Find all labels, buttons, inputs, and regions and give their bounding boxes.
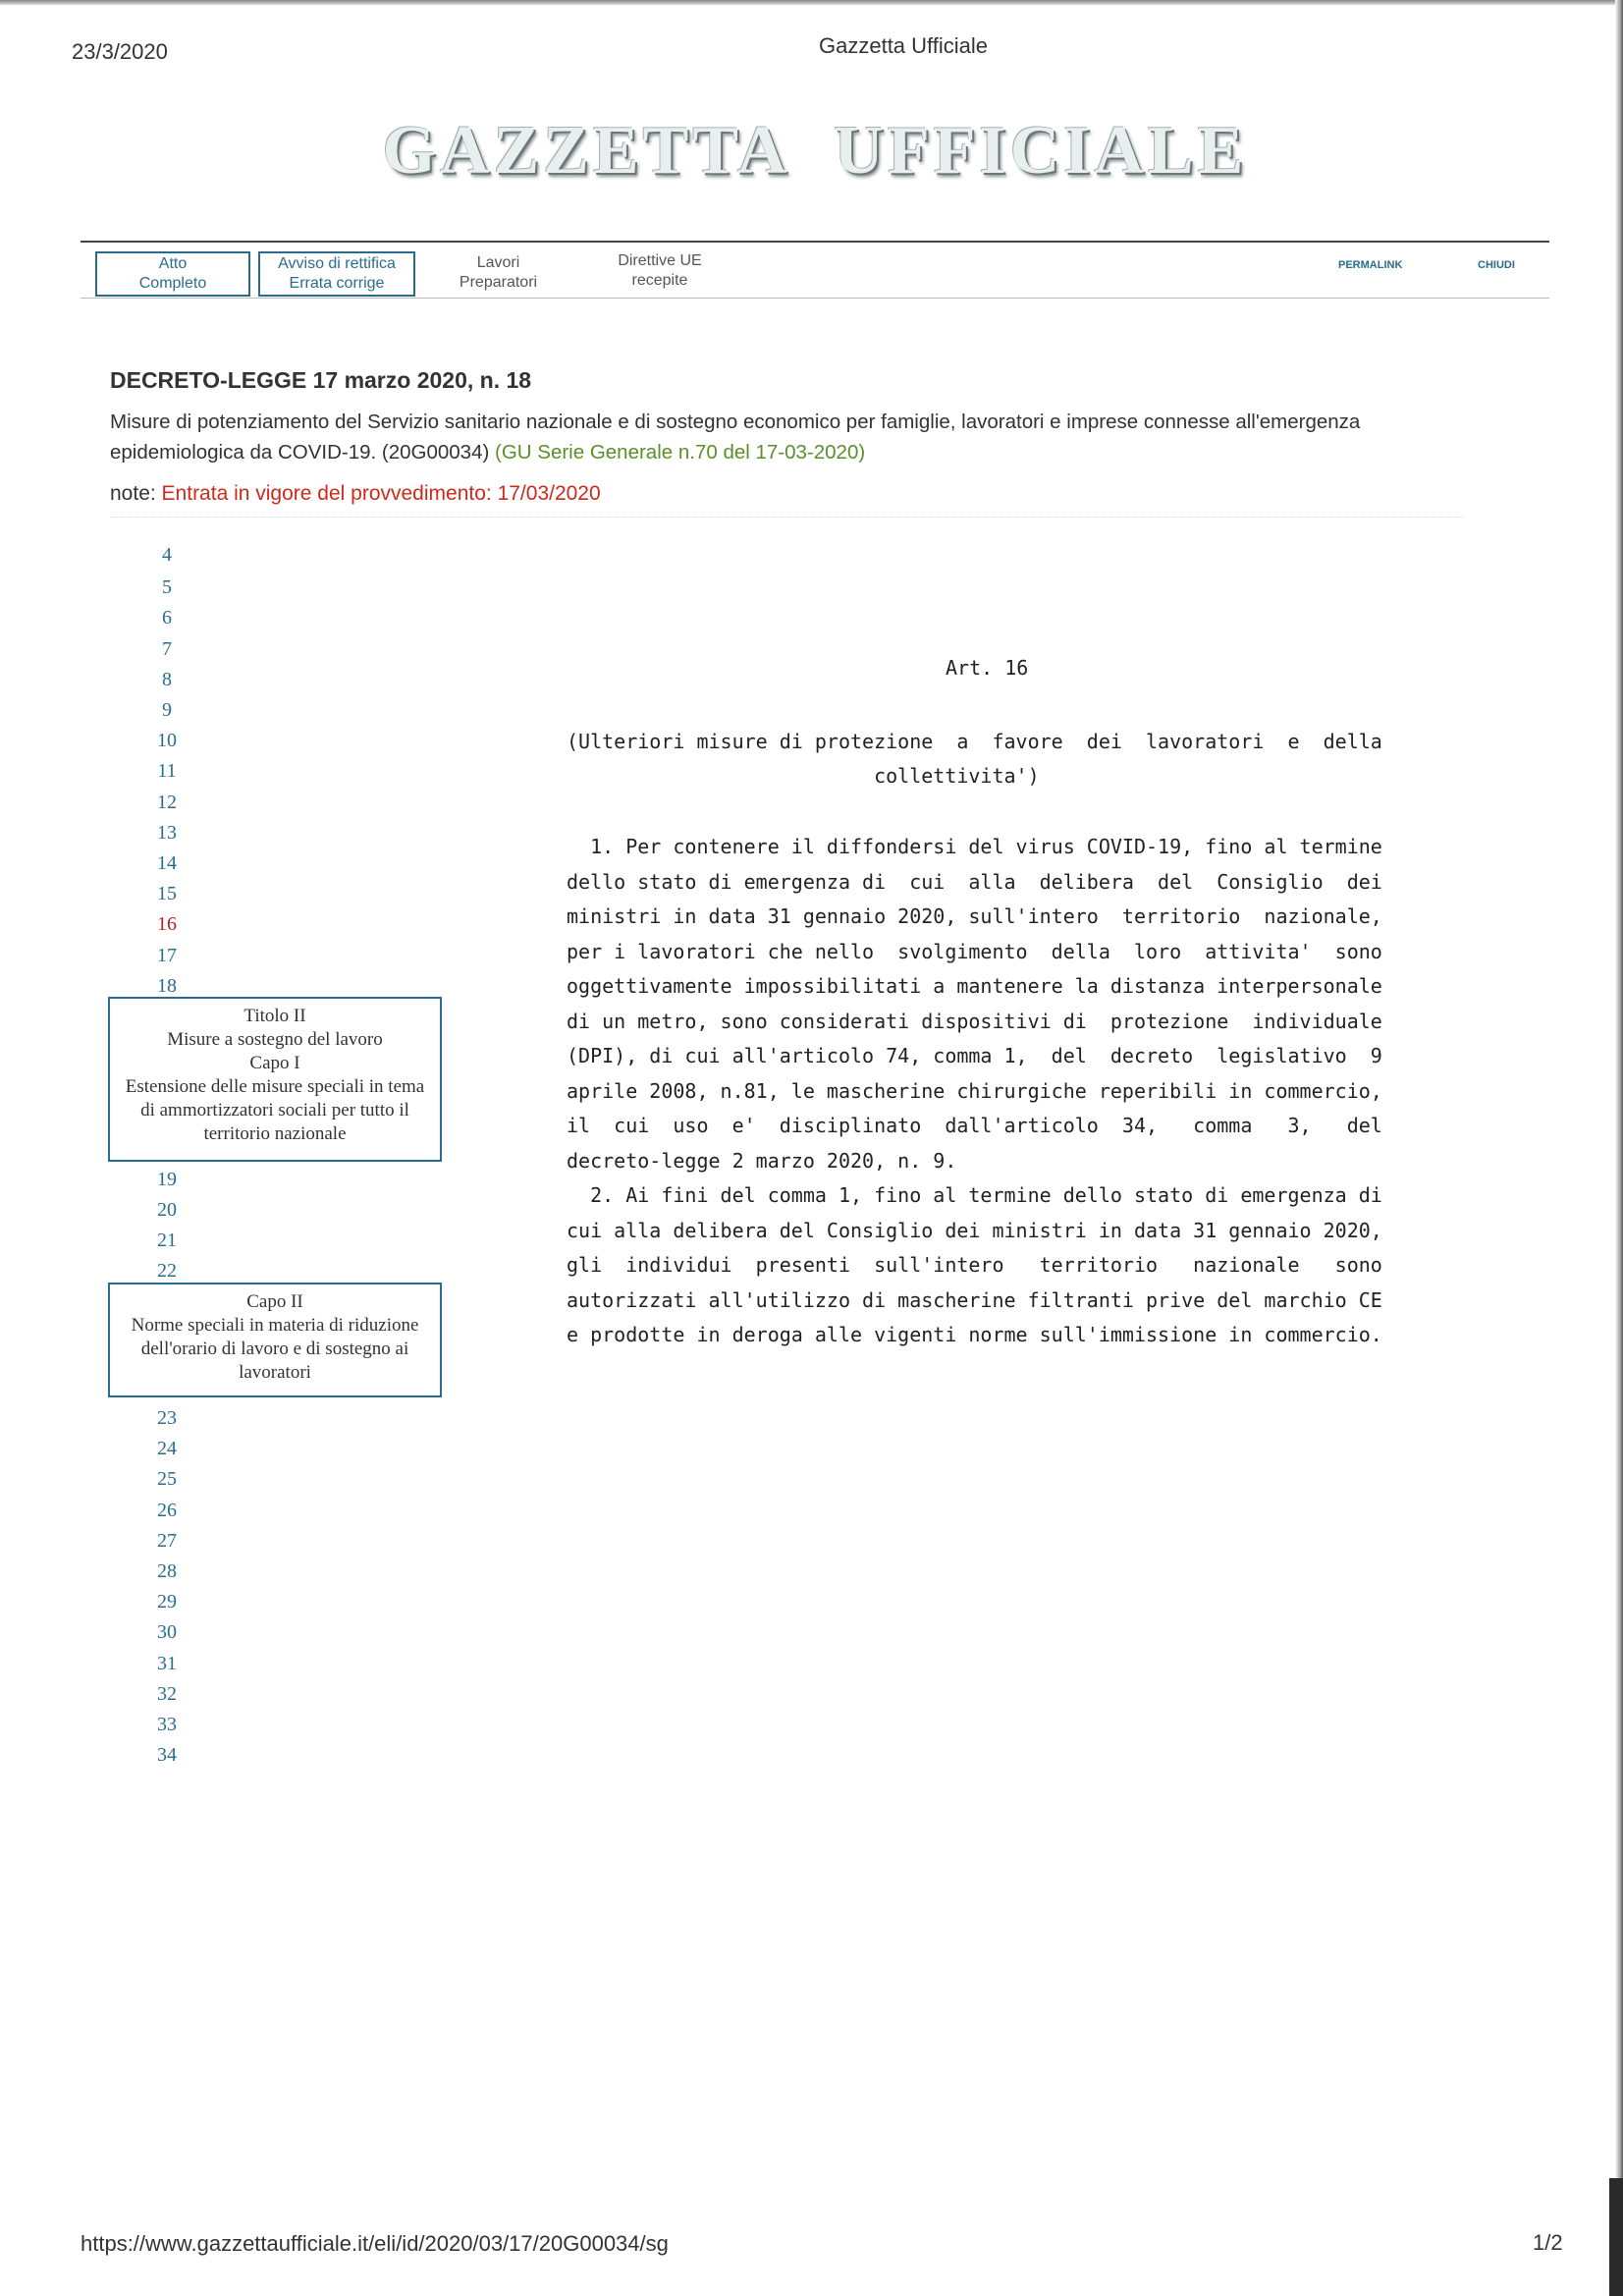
index-link-article[interactable]	[128, 1437, 206, 1460]
gu-reference-link[interactable]: (GU Serie Generale n.70 del 17-03-2020)	[495, 441, 866, 464]
article-body-line: autorizzati all'utilizzo di mascherine filtranti prive del marchio CE	[567, 1287, 1382, 1312]
nav-divider-bottom	[81, 298, 1549, 299]
index-number: 28	[157, 1560, 177, 1582]
article-body-line: decreto-legge 2 marzo 2020, n. 9.	[567, 1148, 957, 1173]
index-number: 10	[157, 730, 177, 752]
index-number: 7	[162, 637, 172, 660]
article-body-line: oggettivamente impossibilitati a mantenere la distanza interpersonale	[567, 974, 1382, 998]
decree-description	[110, 407, 1377, 467]
index-number: 17	[157, 944, 177, 966]
avviso-label-line2: Errata corrige	[289, 275, 385, 292]
index-number: 31	[157, 1652, 177, 1674]
index-number: 24	[157, 1438, 177, 1460]
index-link-article[interactable]	[128, 1229, 206, 1252]
index-number: 14	[157, 852, 177, 874]
index-link-article[interactable]	[128, 851, 206, 875]
index-link-article[interactable]	[128, 912, 206, 936]
index-number: 33	[157, 1714, 177, 1735]
lavori-label-line2: Preparatori	[459, 274, 538, 291]
decree-note	[110, 482, 601, 506]
index-link-article[interactable]	[128, 1259, 206, 1283]
article-body-line: ministri in data 31 gennaio 2020, sull'intero territorio nazionale,	[567, 904, 1382, 928]
note-label: note:	[110, 482, 162, 505]
article-body-line: aprile 2008, n.81, le mascherine chirurgiche reperibili in commercio,	[567, 1078, 1382, 1103]
index-number: 23	[157, 1407, 177, 1429]
footer-url-text: https://www.gazzettaufficiale.it/eli/id/2020/03/17/20G00034/sg	[81, 2231, 669, 2256]
index-number: 18	[157, 974, 177, 997]
scan-edge-right	[1615, 0, 1623, 2296]
index-link-article[interactable]	[128, 1682, 206, 1706]
index-link-article[interactable]	[128, 1198, 206, 1222]
index-link-article[interactable]	[128, 1168, 206, 1191]
index-link-article[interactable]	[128, 729, 206, 752]
article-heading: Art. 16	[946, 656, 1029, 680]
index-number: 4	[162, 544, 172, 566]
index-link-article[interactable]	[128, 1620, 206, 1644]
index-link-article[interactable]	[128, 1529, 206, 1553]
decree-description-text: Misure di potenziamento del Servizio sanitario nazionale e di sostegno economico per famiglie, lavoratori e imprese connesse all'emergenza epidemiologica da COVID-19. (20G00034)	[110, 410, 1361, 464]
index-number: 20	[157, 1199, 177, 1221]
index-number: 19	[157, 1169, 177, 1190]
avviso-rettifica-button[interactable]	[258, 251, 415, 297]
nav-divider-top	[81, 241, 1549, 243]
index-number: 27	[157, 1529, 177, 1552]
scan-edge-corner	[1609, 2178, 1623, 2296]
index-number: 11	[157, 760, 177, 783]
article-body-line: dello stato di emergenza di cui alla delibera del Consiglio dei	[567, 869, 1382, 894]
lavori-label-line1: Lavori	[476, 254, 520, 271]
index-number: 26	[157, 1499, 177, 1521]
footer-page-number	[1533, 2230, 1568, 2255]
index-number: 12	[157, 791, 177, 813]
avviso-label-line1: Avviso di rettifica	[278, 255, 396, 272]
note-entry-into-force: Entrata in vigore del provvedimento: 17/03/2020	[161, 482, 601, 505]
index-box-titolo-2[interactable]	[108, 997, 442, 1162]
index-link-article[interactable]	[128, 1559, 206, 1583]
atto-completo-button[interactable]	[95, 251, 250, 297]
article-body-line: il cui uso e' disciplinato dall'articolo 34, comma 3, del	[567, 1114, 1382, 1137]
article-body-line: di un metro, sono considerati dispositivi di protezione individuale	[567, 1009, 1382, 1033]
index-link-article[interactable]	[128, 1743, 206, 1767]
masthead-word-right: UFFICIALE	[834, 113, 1248, 189]
index-number: 13	[157, 821, 177, 844]
index-link-article[interactable]	[128, 575, 206, 599]
article-body-line: cui alla delibera del Consiglio dei ministri in data 31 gennaio 2020,	[567, 1218, 1382, 1242]
index-number: 21	[157, 1230, 177, 1251]
footer-page-text: 1/2	[1533, 2230, 1563, 2255]
index-link-article[interactable]	[128, 759, 206, 783]
index-link-article[interactable]	[128, 606, 206, 629]
index-link-article[interactable]	[128, 944, 206, 967]
index-link-article[interactable]	[128, 1590, 206, 1613]
index-number: 22	[157, 1260, 177, 1282]
index-link-article[interactable]	[128, 1713, 206, 1736]
index-number: 9	[162, 699, 172, 721]
article-body	[567, 830, 1382, 1353]
article-subtitle	[567, 725, 1382, 793]
index-number: 16	[157, 913, 177, 936]
index-box-capo-2[interactable]	[108, 1283, 442, 1397]
masthead-logo	[383, 108, 1247, 194]
article-body-line: per i lavoratori che nello svolgimento della loro attivita' sono	[567, 939, 1382, 963]
masthead-word-left: GAZZETTA	[382, 113, 791, 189]
scan-edge-top	[0, 0, 1623, 5]
direttive-label-line1: Direttive UE	[618, 252, 702, 269]
lavori-preparatori-link[interactable]	[442, 253, 555, 293]
index-number: 32	[157, 1682, 177, 1705]
index-number: 15	[157, 883, 177, 905]
index-number: 25	[157, 1468, 177, 1491]
direttive-ue-link[interactable]	[601, 251, 719, 291]
titolo-2-line3: Capo I	[249, 1053, 300, 1073]
header-divider	[110, 517, 1465, 518]
index-number: 34	[157, 1744, 177, 1767]
index-number: 8	[162, 668, 172, 690]
index-link-article[interactable]	[128, 974, 206, 998]
capo-2-line2: Norme speciali in materia di riduzione dell'orario di lavoro e di sostegno ai lavoratori	[131, 1315, 419, 1383]
capo-2-line1: Capo II	[246, 1291, 303, 1312]
index-link-article[interactable]	[128, 668, 206, 691]
titolo-2-line1: Titolo II	[243, 1006, 306, 1026]
index-link-article[interactable]	[128, 698, 206, 722]
print-page-title: Gazzetta Ufficiale	[819, 33, 989, 58]
index-link-article[interactable]	[128, 791, 206, 814]
article-body-line: 2. Ai fini del comma 1, fino al termine dello stato di emergenza di	[567, 1183, 1382, 1207]
index-number: 6	[162, 607, 172, 629]
titolo-2-line4: Estensione delle misure speciali in tema di ammortizzatori sociali per tutto il territorio nazionale	[125, 1076, 425, 1144]
index-link-article[interactable]	[128, 882, 206, 905]
article-body-line: 1. Per contenere il diffondersi del virus COVID-19, fino al termine	[567, 835, 1382, 858]
index-link-article[interactable]	[128, 1652, 206, 1675]
index-link-article[interactable]	[128, 821, 206, 845]
atto-completo-label: Atto Completo	[138, 255, 207, 292]
print-date: 23/3/2020	[72, 39, 168, 64]
article-subtitle-line2: collettivita')	[567, 764, 1040, 788]
index-link-article[interactable]	[128, 637, 206, 661]
footer-url	[81, 2231, 679, 2256]
index-number: 5	[162, 576, 172, 599]
article-body-line: gli individui presenti sull'intero territorio nazionale sono	[567, 1253, 1382, 1277]
index-link-article[interactable]	[128, 1467, 206, 1491]
index-number: 30	[157, 1621, 177, 1644]
direttive-label-line2: recepite	[631, 272, 688, 289]
chiudi-link[interactable]: CHIUDI	[1478, 259, 1515, 271]
index-link-article[interactable]	[128, 544, 206, 567]
article-body-line: e prodotte in deroga alle vigenti norme sull'immissione in commercio.	[567, 1323, 1382, 1346]
index-link-article[interactable]	[128, 1499, 206, 1522]
titolo-2-line2: Misure a sostegno del lavoro	[167, 1029, 383, 1050]
article-body-line: (DPI), di cui all'articolo 74, comma 1, del decreto legislativo 9	[567, 1044, 1382, 1067]
article-subtitle-line1: (Ulteriori misure di protezione a favore dei lavoratori e della	[567, 730, 1382, 753]
index-number: 29	[157, 1591, 177, 1613]
permalink-link[interactable]: PERMALINK	[1338, 259, 1403, 271]
index-link-article[interactable]	[128, 1406, 206, 1430]
decree-title: DECRETO-LEGGE 17 marzo 2020, n. 18	[110, 367, 532, 393]
